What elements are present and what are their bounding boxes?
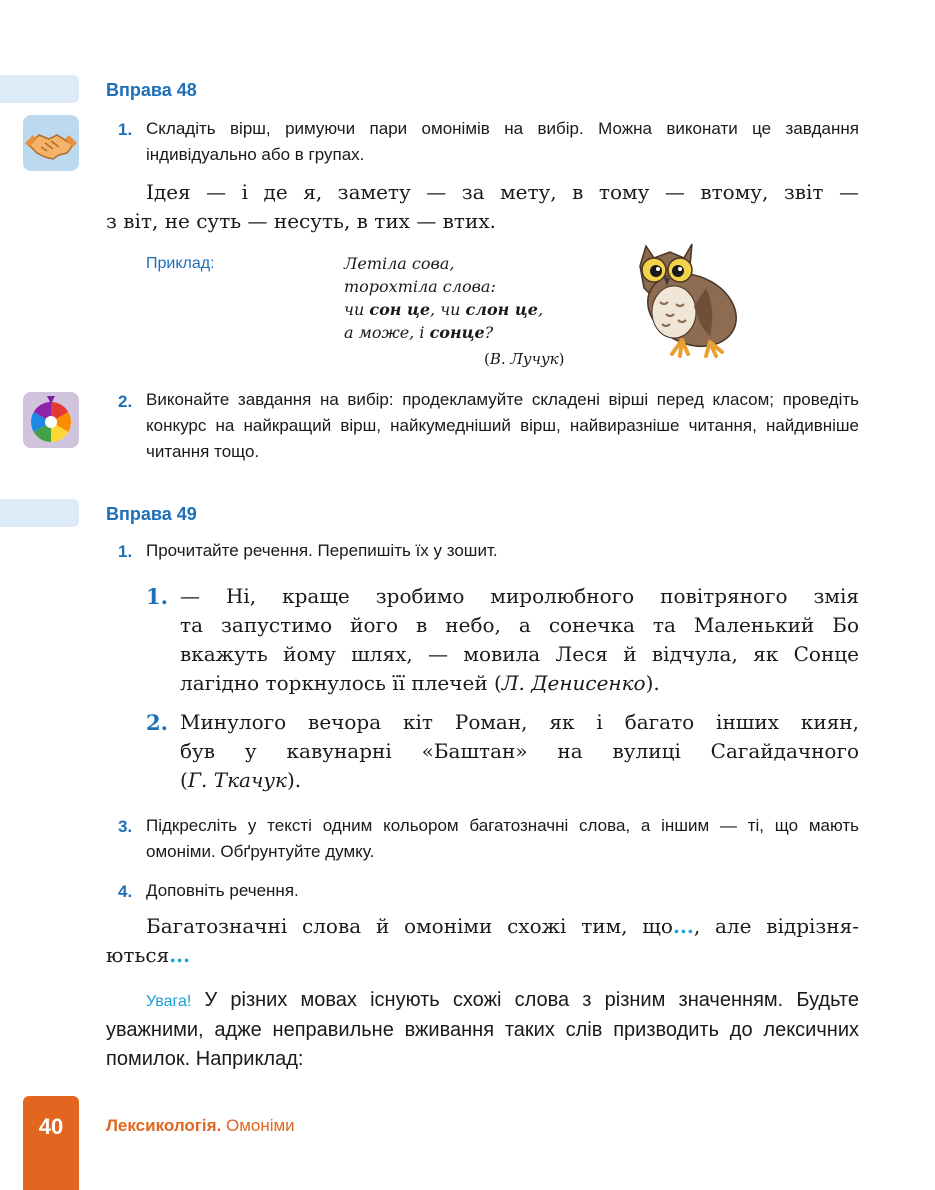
handshake-icon bbox=[23, 115, 79, 171]
sentence-line: вкажуть йому шлях, — мовила Леся й відчула, як Сонце bbox=[180, 642, 859, 666]
page-number: 40 bbox=[38, 1114, 64, 1139]
sentence-line: — Ні, краще зробимо миролюбного повітряного змія bbox=[180, 584, 859, 608]
color-wheel-icon bbox=[23, 392, 79, 448]
task-text: Виконайте завдання на вибір: продекламуйте складені вірші перед класом; проведіть конкурс на найкращий вірш, найкумедніший вірш, найвиразніше читання, найдивніше читання тощо. bbox=[146, 390, 859, 461]
poem-line: Летіла сова, bbox=[344, 254, 455, 273]
task-text: Підкресліть у тексті одним кольором багатозначні слова, а іншим — ті, що мають омоніми. Обґрунтуйте думку. bbox=[146, 816, 859, 861]
section-tab bbox=[0, 499, 79, 527]
sentence-line: лагідно торкнулось її плечей (Л. Денисенко). bbox=[180, 671, 660, 695]
note-paragraph: Увага! У різних мовах існують схожі слова з різним значенням. Будьте уважними, адже неправильне вживання таких слів призводить до лексичних помилок. Наприклад: bbox=[106, 989, 859, 1070]
homonym-pairs-line: Ідея — і де я, замету — за мету, в тому — втому, звіт — bbox=[146, 180, 859, 204]
sentence-line: (Г. Ткачук). bbox=[180, 768, 302, 792]
sentence-number: 1. bbox=[146, 584, 168, 609]
fill-in-sentence: Багатозначні слова й омоніми схожі тим, що..., але відрізня- bbox=[146, 914, 860, 938]
sentence-line: та запустимо його в небо, а сонечка та Маленький Бо bbox=[180, 613, 859, 637]
task-text: Прочитайте речення. Перепишіть їх у зошит. bbox=[146, 541, 498, 560]
note-label: Увага! bbox=[146, 993, 192, 1010]
sentence-number: 2. bbox=[146, 710, 168, 735]
task-number: 1. bbox=[118, 120, 133, 139]
task-text: Складіть вірш, римуючи пари омонімів на вибір. Можна виконати це завдання індивідуально або в групах. bbox=[146, 119, 859, 164]
exercise-48-title: Вправа 48 bbox=[106, 80, 197, 100]
poem-author: (В. Лучук) bbox=[484, 350, 565, 368]
running-footer: Лексикологія. Омоніми bbox=[106, 1116, 295, 1135]
task-number: 2. bbox=[118, 392, 133, 411]
example-label: Приклад: bbox=[146, 255, 215, 272]
poem-line: торохтіла слова: bbox=[344, 277, 496, 296]
task-number: 3. bbox=[118, 817, 133, 836]
sentence-line: був у кавунарні «Баштан» на вулиці Сагайдачного bbox=[180, 739, 859, 763]
task-number: 1. bbox=[118, 542, 133, 561]
section-tab bbox=[0, 75, 79, 103]
sentence-line: Минулого вечора кіт Роман, як і багато інших киян, bbox=[180, 710, 859, 734]
task-text: Доповніть речення. bbox=[146, 881, 299, 900]
owl-illustration bbox=[626, 232, 752, 370]
fill-in-sentence: ються... bbox=[106, 943, 191, 967]
exercise-49-title: Вправа 49 bbox=[106, 504, 197, 524]
homonym-pairs-line: з віт, не суть — несуть, в тих — втих. bbox=[106, 209, 496, 233]
poem-line: чи сон це, чи слон це, bbox=[344, 300, 544, 319]
task-number: 4. bbox=[118, 882, 133, 901]
poem-line: а може, і сонце? bbox=[344, 323, 494, 342]
page-number-tab bbox=[23, 1096, 79, 1190]
